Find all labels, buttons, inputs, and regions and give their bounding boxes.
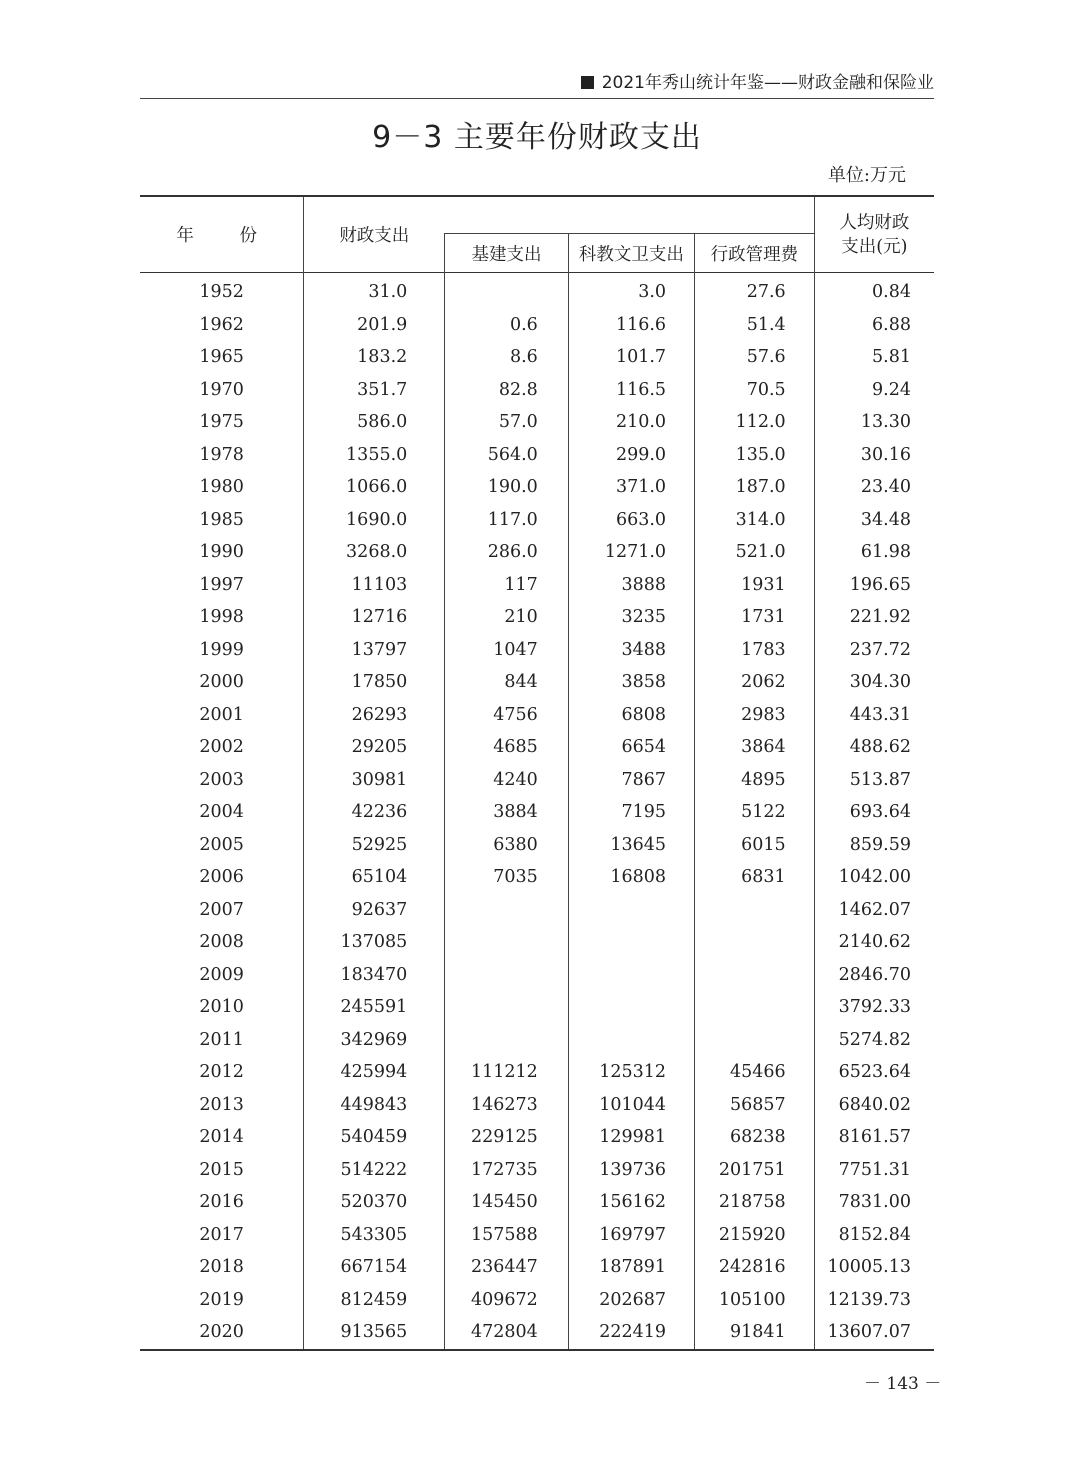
cell-per-capita: 3792.33 <box>814 991 934 1024</box>
col-header-sci-edu: 科教文卫支出 <box>568 234 694 273</box>
cell-admin: 314.0 <box>695 504 815 537</box>
table-row <box>140 569 934 602</box>
col-header-group-spacer <box>445 196 814 234</box>
table-row <box>140 764 934 797</box>
cell-per-capita: 7751.31 <box>814 1154 934 1187</box>
unit-label: 单位:万元 <box>827 165 906 186</box>
cell-admin <box>695 894 815 927</box>
cell-total: 514222 <box>304 1154 445 1187</box>
cell-sci-edu: 6654 <box>568 731 694 764</box>
cell-per-capita: 61.98 <box>814 536 934 569</box>
cell-sci-edu: 3.0 <box>568 273 694 309</box>
cell-admin: 51.4 <box>695 309 815 342</box>
cell-admin: 1931 <box>695 569 815 602</box>
table-row <box>140 439 934 472</box>
cell-year: 2015 <box>199 1159 244 1180</box>
table-row <box>140 504 934 537</box>
cell-sci-edu: 7867 <box>568 764 694 797</box>
cell-sci-edu: 1271.0 <box>568 536 694 569</box>
cell-sci-edu: 169797 <box>568 1219 694 1252</box>
cell-capital: 7035 <box>445 861 569 894</box>
table-row <box>140 861 934 894</box>
cell-capital <box>445 273 569 309</box>
table-row <box>140 634 934 667</box>
cell-per-capita: 2140.62 <box>814 926 934 959</box>
cell-total: 1355.0 <box>304 439 445 472</box>
cell-sci-edu: 202687 <box>568 1284 694 1317</box>
cell-year: 1990 <box>199 542 244 563</box>
cell-admin: 215920 <box>695 1219 815 1252</box>
cell-capital: 82.8 <box>445 374 569 407</box>
table-row <box>140 1284 934 1317</box>
page-number: － 143 － <box>864 1374 942 1394</box>
cell-capital: 190.0 <box>445 471 569 504</box>
cell-capital: 157588 <box>445 1219 569 1252</box>
cell-total: 586.0 <box>304 406 445 439</box>
cell-admin: 218758 <box>695 1186 815 1219</box>
cell-sci-edu: 3888 <box>568 569 694 602</box>
cell-capital <box>445 926 569 959</box>
cell-capital <box>445 894 569 927</box>
table-row <box>140 699 934 732</box>
cell-total: 520370 <box>304 1186 445 1219</box>
cell-per-capita: 0.84 <box>814 273 934 309</box>
table-row <box>140 731 934 764</box>
cell-per-capita: 859.59 <box>814 829 934 862</box>
cell-sci-edu: 299.0 <box>568 439 694 472</box>
cell-admin <box>695 926 815 959</box>
cell-year: 1980 <box>199 477 244 498</box>
col-header-year: 年 份 <box>176 226 277 246</box>
cell-total: 201.9 <box>304 309 445 342</box>
table-row <box>140 829 934 862</box>
cell-capital: 146273 <box>445 1089 569 1122</box>
cell-total: 425994 <box>304 1056 445 1089</box>
cell-year: 2005 <box>199 834 244 855</box>
cell-capital: 3884 <box>445 796 569 829</box>
cell-admin: 91841 <box>695 1316 815 1350</box>
cell-sci-edu: 116.5 <box>568 374 694 407</box>
cell-year: 2012 <box>199 1062 244 1083</box>
cell-capital: 210 <box>445 601 569 634</box>
cell-capital: 229125 <box>445 1121 569 1154</box>
table-row <box>140 1219 934 1252</box>
cell-year: 1965 <box>199 347 244 368</box>
cell-capital: 564.0 <box>445 439 569 472</box>
table-row <box>140 406 934 439</box>
cell-admin: 4895 <box>695 764 815 797</box>
cell-per-capita: 221.92 <box>814 601 934 634</box>
cell-capital <box>445 991 569 1024</box>
cell-year: 2018 <box>199 1257 244 1278</box>
cell-total: 1066.0 <box>304 471 445 504</box>
cell-sci-edu: 3858 <box>568 666 694 699</box>
cell-total: 65104 <box>304 861 445 894</box>
cell-total: 29205 <box>304 731 445 764</box>
cell-per-capita: 5274.82 <box>814 1024 934 1057</box>
cell-year: 2014 <box>199 1127 244 1148</box>
cell-capital: 8.6 <box>445 341 569 374</box>
cell-admin: 105100 <box>695 1284 815 1317</box>
cell-sci-edu: 6808 <box>568 699 694 732</box>
cell-per-capita: 2846.70 <box>814 959 934 992</box>
cell-year: 2016 <box>199 1192 244 1213</box>
cell-year: 1962 <box>199 314 244 335</box>
table-row <box>140 666 934 699</box>
cell-year: 1978 <box>199 444 244 465</box>
cell-per-capita: 196.65 <box>814 569 934 602</box>
cell-per-capita: 12139.73 <box>814 1284 934 1317</box>
cell-total: 12716 <box>304 601 445 634</box>
cell-total: 540459 <box>304 1121 445 1154</box>
cell-sci-edu <box>568 1024 694 1057</box>
cell-capital <box>445 1024 569 1057</box>
table-row <box>140 894 934 927</box>
cell-per-capita: 1042.00 <box>814 861 934 894</box>
cell-total: 183470 <box>304 959 445 992</box>
cell-year: 1985 <box>199 509 244 530</box>
running-header <box>140 70 934 99</box>
table-row <box>140 1024 934 1057</box>
cell-per-capita: 488.62 <box>814 731 934 764</box>
col-header-admin: 行政管理费 <box>695 234 815 273</box>
cell-per-capita: 8161.57 <box>814 1121 934 1154</box>
cell-total: 183.2 <box>304 341 445 374</box>
black-square-icon <box>581 76 594 89</box>
cell-year: 2008 <box>199 932 244 953</box>
table-row <box>140 374 934 407</box>
table-body <box>140 273 934 1350</box>
cell-total: 1690.0 <box>304 504 445 537</box>
cell-sci-edu: 101044 <box>568 1089 694 1122</box>
cell-per-capita: 237.72 <box>814 634 934 667</box>
cell-sci-edu: 210.0 <box>568 406 694 439</box>
cell-capital: 4756 <box>445 699 569 732</box>
cell-year: 1999 <box>199 639 244 660</box>
table-row <box>140 926 934 959</box>
cell-capital: 409672 <box>445 1284 569 1317</box>
cell-total: 351.7 <box>304 374 445 407</box>
cell-admin: 70.5 <box>695 374 815 407</box>
table-row <box>140 1251 934 1284</box>
cell-capital: 472804 <box>445 1316 569 1350</box>
table-row <box>140 991 934 1024</box>
cell-capital: 117 <box>445 569 569 602</box>
cell-sci-edu <box>568 959 694 992</box>
cell-total: 3268.0 <box>304 536 445 569</box>
cell-sci-edu: 371.0 <box>568 471 694 504</box>
table-row <box>140 1154 934 1187</box>
cell-admin: 6015 <box>695 829 815 862</box>
cell-total: 31.0 <box>304 273 445 309</box>
cell-total: 667154 <box>304 1251 445 1284</box>
cell-admin: 521.0 <box>695 536 815 569</box>
cell-admin: 242816 <box>695 1251 815 1284</box>
cell-capital: 1047 <box>445 634 569 667</box>
cell-admin <box>695 1024 815 1057</box>
cell-per-capita: 693.64 <box>814 796 934 829</box>
cell-per-capita: 30.16 <box>814 439 934 472</box>
cell-admin: 57.6 <box>695 341 815 374</box>
cell-total: 92637 <box>304 894 445 927</box>
cell-year: 2001 <box>199 704 244 725</box>
cell-total: 543305 <box>304 1219 445 1252</box>
cell-total: 245591 <box>304 991 445 1024</box>
cell-capital: 117.0 <box>445 504 569 537</box>
table-header <box>140 196 934 273</box>
cell-sci-edu: 125312 <box>568 1056 694 1089</box>
cell-admin: 187.0 <box>695 471 815 504</box>
cell-admin <box>695 991 815 1024</box>
cell-sci-edu <box>568 926 694 959</box>
table-row <box>140 1186 934 1219</box>
cell-total: 11103 <box>304 569 445 602</box>
table-row <box>140 601 934 634</box>
running-header-text: 2021年秀山统计年鉴——财政金融和保险业 <box>601 73 934 93</box>
cell-sci-edu: 3235 <box>568 601 694 634</box>
table-row <box>140 1089 934 1122</box>
cell-per-capita: 5.81 <box>814 341 934 374</box>
col-header-capital: 基建支出 <box>445 234 569 273</box>
cell-total: 13797 <box>304 634 445 667</box>
col-header-total: 财政支出 <box>304 196 445 273</box>
cell-sci-edu: 222419 <box>568 1316 694 1350</box>
cell-total: 30981 <box>304 764 445 797</box>
cell-capital: 0.6 <box>445 309 569 342</box>
cell-admin: 45466 <box>695 1056 815 1089</box>
cell-total: 52925 <box>304 829 445 862</box>
cell-capital: 172735 <box>445 1154 569 1187</box>
cell-total: 812459 <box>304 1284 445 1317</box>
cell-year: 1998 <box>199 607 244 628</box>
cell-capital: 4685 <box>445 731 569 764</box>
cell-sci-edu: 16808 <box>568 861 694 894</box>
cell-year: 1952 <box>199 282 244 303</box>
cell-year: 2004 <box>199 802 244 823</box>
cell-sci-edu <box>568 894 694 927</box>
cell-sci-edu: 101.7 <box>568 341 694 374</box>
cell-total: 42236 <box>304 796 445 829</box>
table-row <box>140 1316 934 1350</box>
cell-sci-edu <box>568 991 694 1024</box>
cell-admin: 68238 <box>695 1121 815 1154</box>
table-row <box>140 471 934 504</box>
col-header-per-capita <box>814 196 934 273</box>
page-title: 9－3 主要年份财政支出 <box>372 120 702 155</box>
cell-capital: 844 <box>445 666 569 699</box>
table-row <box>140 1121 934 1154</box>
cell-year: 2006 <box>199 867 244 888</box>
col-header-per-capita-line2: 支出(元) <box>841 236 908 257</box>
cell-year: 2017 <box>199 1224 244 1245</box>
expenditure-table <box>140 195 934 1351</box>
cell-total: 137085 <box>304 926 445 959</box>
cell-capital: 145450 <box>445 1186 569 1219</box>
cell-per-capita: 9.24 <box>814 374 934 407</box>
cell-per-capita: 7831.00 <box>814 1186 934 1219</box>
cell-year: 2000 <box>199 672 244 693</box>
cell-year: 1997 <box>199 574 244 595</box>
cell-year: 2013 <box>199 1094 244 1115</box>
cell-per-capita: 304.30 <box>814 666 934 699</box>
cell-capital <box>445 959 569 992</box>
cell-total: 342969 <box>304 1024 445 1057</box>
cell-sci-edu: 3488 <box>568 634 694 667</box>
cell-year: 2020 <box>199 1322 244 1343</box>
table-row <box>140 536 934 569</box>
cell-capital: 4240 <box>445 764 569 797</box>
cell-per-capita: 6523.64 <box>814 1056 934 1089</box>
cell-total: 913565 <box>304 1316 445 1350</box>
table-row <box>140 796 934 829</box>
table-row <box>140 959 934 992</box>
cell-admin: 1783 <box>695 634 815 667</box>
table-row <box>140 309 934 342</box>
cell-year: 2019 <box>199 1289 244 1310</box>
cell-sci-edu: 129981 <box>568 1121 694 1154</box>
cell-year: 2011 <box>199 1029 244 1050</box>
cell-admin: 56857 <box>695 1089 815 1122</box>
cell-sci-edu: 7195 <box>568 796 694 829</box>
cell-admin: 3864 <box>695 731 815 764</box>
cell-sci-edu: 139736 <box>568 1154 694 1187</box>
cell-total: 17850 <box>304 666 445 699</box>
table-row <box>140 341 934 374</box>
cell-capital: 57.0 <box>445 406 569 439</box>
table-row <box>140 273 934 309</box>
cell-admin: 27.6 <box>695 273 815 309</box>
cell-admin: 112.0 <box>695 406 815 439</box>
cell-per-capita: 6840.02 <box>814 1089 934 1122</box>
cell-per-capita: 443.31 <box>814 699 934 732</box>
cell-year: 1975 <box>199 412 244 433</box>
cell-capital: 111212 <box>445 1056 569 1089</box>
cell-sci-edu: 187891 <box>568 1251 694 1284</box>
col-header-per-capita-line1: 人均财政 <box>839 212 910 233</box>
cell-per-capita: 23.40 <box>814 471 934 504</box>
cell-sci-edu: 663.0 <box>568 504 694 537</box>
cell-admin <box>695 959 815 992</box>
cell-year: 2009 <box>199 964 244 985</box>
cell-year: 2003 <box>199 769 244 790</box>
cell-per-capita: 513.87 <box>814 764 934 797</box>
cell-capital: 236447 <box>445 1251 569 1284</box>
cell-capital: 6380 <box>445 829 569 862</box>
cell-per-capita: 8152.84 <box>814 1219 934 1252</box>
cell-year: 2007 <box>199 899 244 920</box>
cell-year: 2002 <box>199 737 244 758</box>
cell-year: 1970 <box>199 379 244 400</box>
cell-total: 449843 <box>304 1089 445 1122</box>
cell-per-capita: 6.88 <box>814 309 934 342</box>
cell-per-capita: 1462.07 <box>814 894 934 927</box>
cell-admin: 135.0 <box>695 439 815 472</box>
cell-admin: 5122 <box>695 796 815 829</box>
table-row <box>140 1056 934 1089</box>
cell-per-capita: 13607.07 <box>814 1316 934 1350</box>
cell-admin: 2983 <box>695 699 815 732</box>
cell-per-capita: 34.48 <box>814 504 934 537</box>
cell-capital: 286.0 <box>445 536 569 569</box>
cell-admin: 1731 <box>695 601 815 634</box>
cell-sci-edu: 156162 <box>568 1186 694 1219</box>
cell-total: 26293 <box>304 699 445 732</box>
cell-per-capita: 13.30 <box>814 406 934 439</box>
cell-sci-edu: 116.6 <box>568 309 694 342</box>
cell-sci-edu: 13645 <box>568 829 694 862</box>
cell-admin: 2062 <box>695 666 815 699</box>
cell-per-capita: 10005.13 <box>814 1251 934 1284</box>
cell-admin: 201751 <box>695 1154 815 1187</box>
cell-admin: 6831 <box>695 861 815 894</box>
cell-year: 2010 <box>199 997 244 1018</box>
